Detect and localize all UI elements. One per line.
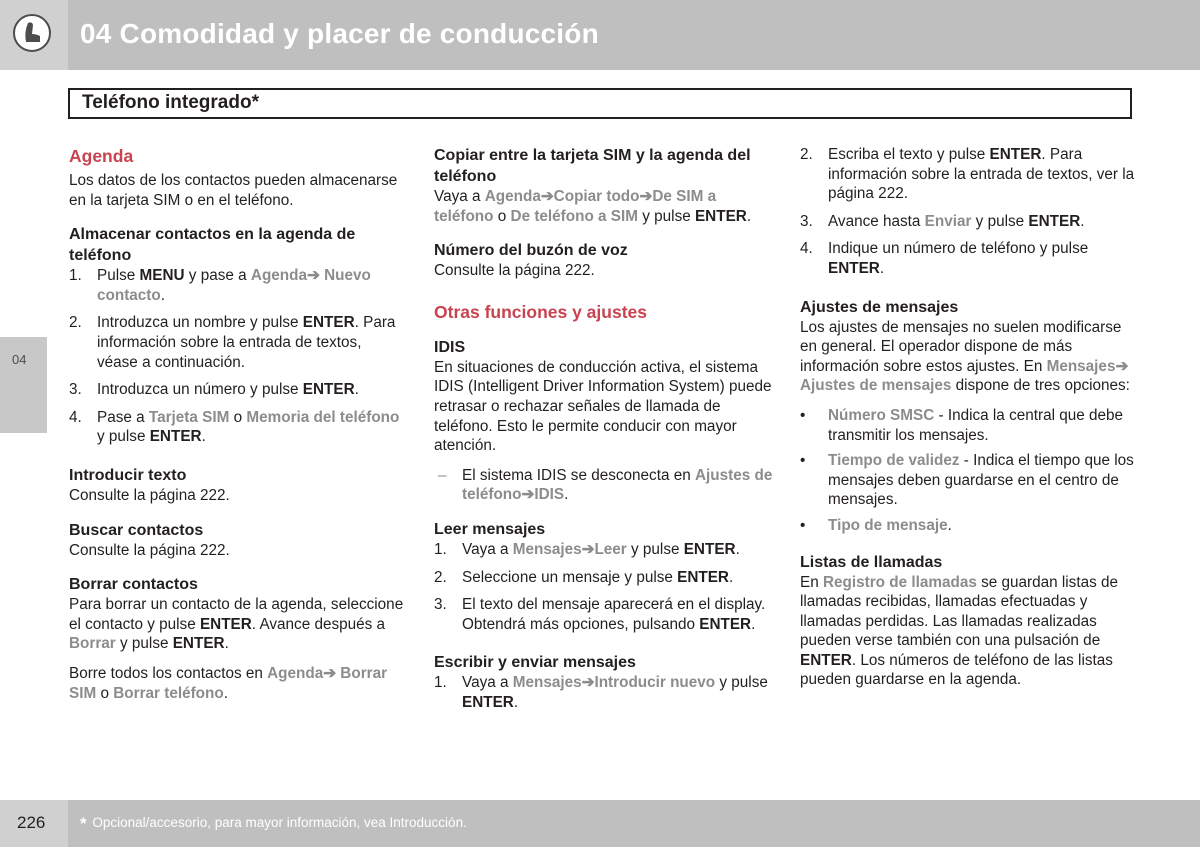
arrow-right-icon: ➔ <box>540 188 554 205</box>
column-2 <box>434 145 774 721</box>
chapter-header-bar <box>0 0 1200 70</box>
message-settings-body: Los ajustes de mensajes no suelen modificarse en general. El operador dispone de más información sobre estos ajustes. En Mensajes➔ Ajustes de mensajes dispone de tres opciones: <box>800 318 1130 395</box>
input-text-body: Consulte la página 222. <box>69 486 230 504</box>
copy-body: Vaya a Agenda➔Copiar todo➔De SIM a teléfono o De teléfono a SIM y pulse ENTER. <box>434 188 752 225</box>
list-item: 2. Seleccione un mensaje y pulse ENTER. <box>434 568 734 586</box>
list-item: 2. Introduzca un nombre y pulse ENTER. Para información sobre la entrada de textos, véase a continuación. <box>69 314 396 371</box>
input-text-heading: Introducir texto <box>69 466 187 484</box>
side-tab-label: 04 <box>12 352 27 367</box>
write-steps-start <box>434 673 774 712</box>
search-contacts-body: Consulte la página 222. <box>69 541 230 559</box>
footnote-text: Opcional/accesorio, para mayor información, vea Introducción. <box>92 815 467 830</box>
chapter-title: 04 Comodidad y placer de conducción <box>80 18 599 49</box>
arrow-right-icon: ➔ <box>1115 357 1129 375</box>
arrow-right-icon: ➔ <box>581 540 595 558</box>
call-lists-heading: Listas de llamadas <box>800 553 943 571</box>
voicemail-heading: Número del buzón de voz <box>434 242 628 260</box>
page-number-box <box>0 800 68 847</box>
idis-heading: IDIS <box>434 338 466 356</box>
arrow-right-icon: ➔ <box>581 674 595 692</box>
column-3 <box>800 145 1135 690</box>
arrow-right-icon: ➔ <box>306 267 320 285</box>
list-item: • Tipo de mensaje. <box>800 516 952 534</box>
copy-heading: Copiar entre la tarjeta SIM y la agenda del teléfono <box>434 147 751 185</box>
store-contacts-heading: Almacenar contactos en la agenda de teléfono <box>69 226 356 265</box>
idis-body: En situaciones de conducción activa, el sistema IDIS (Intelligent Driver Information System) puede retrasar o rechazar señales de llamada de teléfono. Esto le permite conducir con mayor atención. <box>434 358 772 455</box>
arrow-right-icon: ➔ <box>639 188 653 205</box>
read-messages-heading: Leer mensajes <box>434 520 546 538</box>
seat-icon <box>13 14 51 52</box>
write-messages-heading: Escribir y enviar mensajes <box>434 654 636 672</box>
footnote-star: * <box>80 814 87 833</box>
delete-all-body: Borre todos los contactos en Agenda➔ Borrar SIM o Borrar teléfono. <box>69 664 388 702</box>
page-number: 226 <box>17 813 46 832</box>
settings-bullets <box>800 406 1135 536</box>
list-item: 1. Pulse MENU y pase a Agenda➔ Nuevo contacto. <box>69 267 371 304</box>
voicemail-body: Consulte la página 222. <box>434 262 595 280</box>
arrow-right-icon: ➔ <box>521 486 535 504</box>
delete-contacts-heading: Borrar contactos <box>69 576 198 594</box>
agenda-heading: Agenda <box>69 146 134 166</box>
list-item: 3. Avance hasta Enviar y pulse ENTER. <box>800 212 1085 230</box>
message-settings-heading: Ajustes de mensajes <box>800 298 959 316</box>
idis-dash-list <box>434 466 774 505</box>
list-item: • Tiempo de validez - Indica el tiempo que los mensajes deben guardarse en el centro de mensajes. <box>800 452 1134 509</box>
list-item: 3. Introduzca un número y pulse ENTER. <box>69 381 359 399</box>
search-contacts-heading: Buscar contactos <box>69 521 204 539</box>
other-functions-heading: Otras funciones y ajustes <box>434 301 647 322</box>
column-1 <box>69 145 404 703</box>
section-title: Teléfono integrado* <box>82 92 259 113</box>
list-item: 1. Vaya a Mensajes➔Introducir nuevo y pulse ENTER. <box>434 674 768 711</box>
list-item: 4. Indique un número de teléfono y pulse ENTER. <box>800 240 1089 277</box>
delete-contacts-body: Para borrar un contacto de la agenda, seleccione el contacto y pulse ENTER. Avance después a Borrar y pulse ENTER. <box>69 596 404 653</box>
store-steps <box>69 266 404 447</box>
read-steps <box>434 540 774 634</box>
footer-bar <box>0 800 1200 847</box>
arrow-right-icon: ➔ <box>323 664 337 682</box>
side-chapter-tab <box>0 337 47 433</box>
list-item: 4. Pase a Tarjeta SIM o Memoria del teléfono y pulse ENTER. <box>69 408 400 446</box>
list-item: 1. Vaya a Mensajes➔Leer y pulse ENTER. <box>434 540 740 558</box>
footnote <box>80 814 467 834</box>
agenda-intro: Los datos de los contactos pueden almacenarse en la tarjeta SIM o en el teléfono. <box>69 172 398 209</box>
list-item: • Número SMSC - Indica la central que debe transmitir los mensajes. <box>800 406 1124 444</box>
write-steps-continued <box>800 145 1135 279</box>
list-item: – El sistema IDIS se desconecta en Ajustes de teléfono➔IDIS. <box>438 466 773 504</box>
call-lists-body: En Registro de llamadas se guardan listas de llamadas recibidas, llamadas efectuadas y llamadas perdidas. Las llamadas realizadas pueden verse también con una pulsación de ENTER. Los números de teléfono de las listas pueden guardarse en la agenda. <box>800 573 1119 689</box>
chapter-icon-box <box>0 0 68 70</box>
section-title-box <box>68 88 1132 119</box>
list-item: 2. Escriba el texto y pulse ENTER. Para información sobre la entrada de textos, ver la página 222. <box>800 146 1135 203</box>
list-item: 3. El texto del mensaje aparecerá en el display. Obtendrá más opciones, pulsando ENTER. <box>434 596 766 633</box>
